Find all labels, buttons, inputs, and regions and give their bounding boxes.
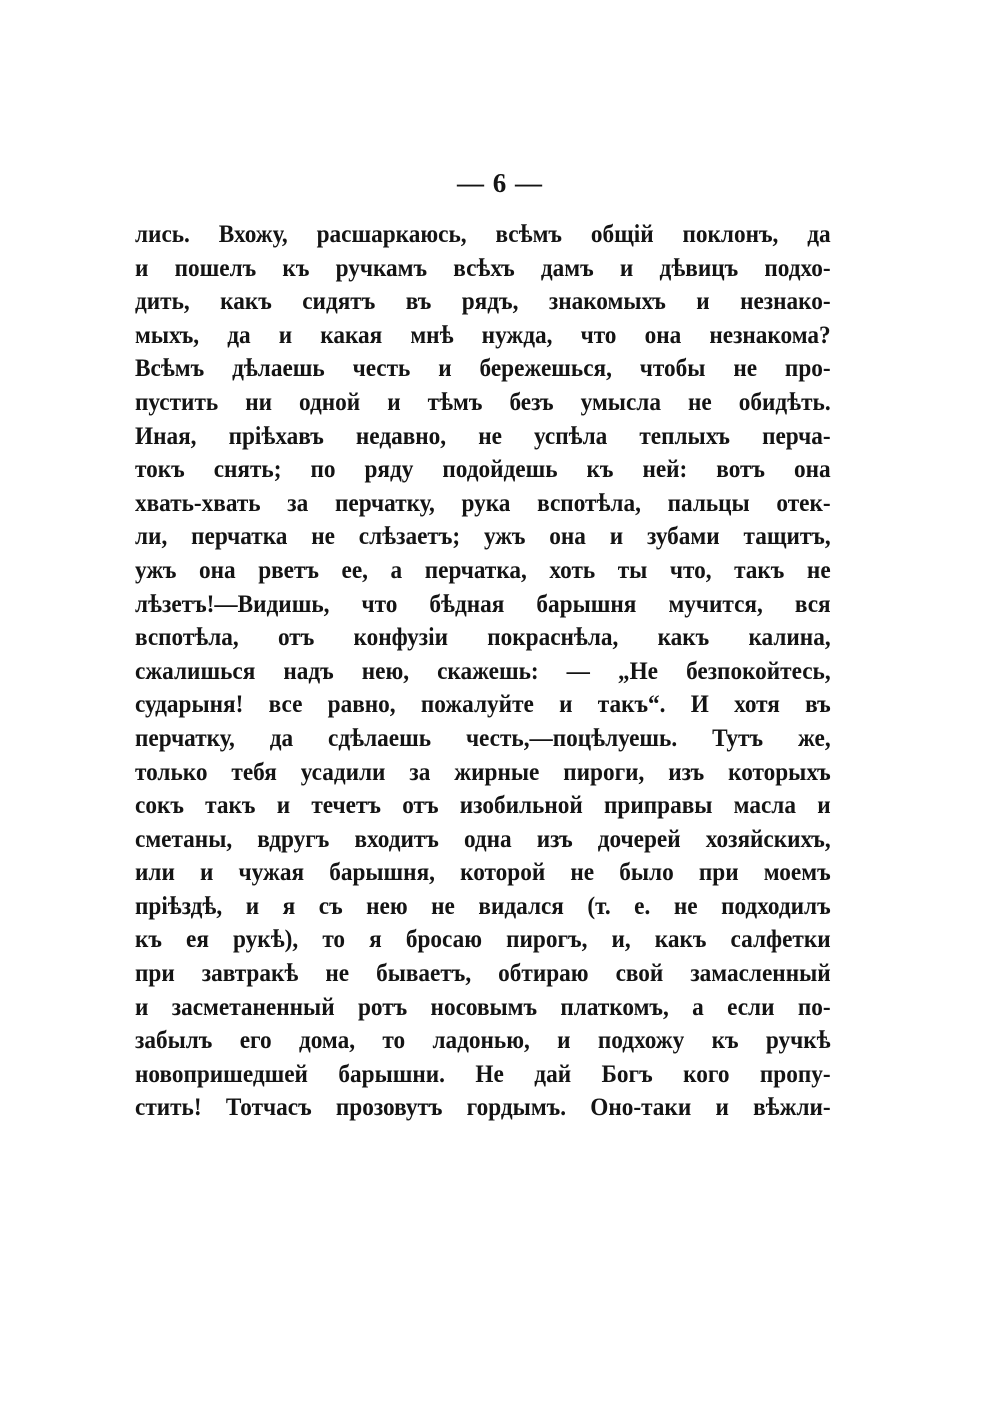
- text-line: Иная, пріѣхавъ недавно, не успѣла теплыхъ перча-: [135, 422, 831, 450]
- text-line: къ ея рукѣ), то я бросаю пирогъ, и, какъ салфетки: [135, 926, 831, 954]
- text-line: пріѣздѣ, и я съ нею не видался (т. е. не подходилъ: [135, 892, 831, 920]
- text-line: сметаны, вдругъ входитъ одна изъ дочерей хозяйскихъ,: [135, 825, 831, 853]
- text-line: сокъ такъ и течетъ отъ изобильной приправы масла и: [135, 792, 831, 820]
- text-line: и пошелъ къ ручкамъ всѣхъ дамъ и дѣвицъ подхо-: [135, 254, 831, 282]
- text-line: и засметаненный ротъ носовымъ платкомъ, а если по-: [135, 993, 831, 1021]
- text-line: мыхъ, да и какая мнѣ нужда, что она незнакома?: [135, 321, 831, 349]
- text-line: лись. Вхожу, расшаркаюсь, всѣмъ общій поклонъ, да: [135, 221, 831, 248]
- text-line: при завтракѣ не бываетъ, обтираю свой замасленный: [135, 960, 831, 988]
- text-line: дить, какъ сидятъ въ рядъ, знакомыхъ и незнако-: [135, 288, 831, 316]
- text-line: пустить ни одной и тѣмъ безъ умысла не обидѣть.: [135, 388, 831, 416]
- text-line: сжалишься надъ нею, скажешь: — „Не безпокойтесь,: [135, 657, 831, 685]
- text-line: только тебя усадили за жирные пироги, изъ которыхъ: [135, 758, 831, 786]
- text-line: или и чужая барышня, которой не было при моемъ: [135, 859, 831, 887]
- text-line: ли, перчатка не слѣзаетъ; ужъ она и зубами тащитъ,: [135, 523, 831, 551]
- text-line: стить! Тотчасъ прозовутъ гордымъ. Оно-таки и вѣжли-: [135, 1094, 831, 1122]
- text-line: сударыня! все равно, пожалуйте и такъ“. И хотя въ: [135, 691, 831, 719]
- body-text: [135, 218, 831, 1125]
- text-line: токъ снять; по ряду подойдешь къ ней: вотъ она: [135, 456, 831, 484]
- text-line: вспотѣла, отъ конфузіи покраснѣла, какъ калина,: [135, 624, 831, 652]
- page-number: — 6 —: [457, 168, 543, 198]
- text-line: забылъ его дома, то ладонью, и подхожу къ ручкѣ: [135, 1027, 831, 1055]
- text-line: перчатку, да сдѣлаешь честь,—поцѣлуешь. Тутъ же,: [135, 724, 831, 752]
- text-line: хвать-хвать за перчатку, рука вспотѣла, пальцы отек-: [135, 489, 831, 517]
- text-line: ужъ она рветъ ее, а перчатка, хоть ты что, такъ не: [135, 556, 831, 584]
- text-line: новопришедшей барышни. Не дай Богъ кого пропу-: [135, 1060, 831, 1088]
- text-line: Всѣмъ дѣлаешь честь и бережешься, чтобы не про-: [135, 355, 831, 383]
- text-line: лѣзетъ!—Видишь, что бѣдная барышня мучится, вся: [135, 590, 831, 618]
